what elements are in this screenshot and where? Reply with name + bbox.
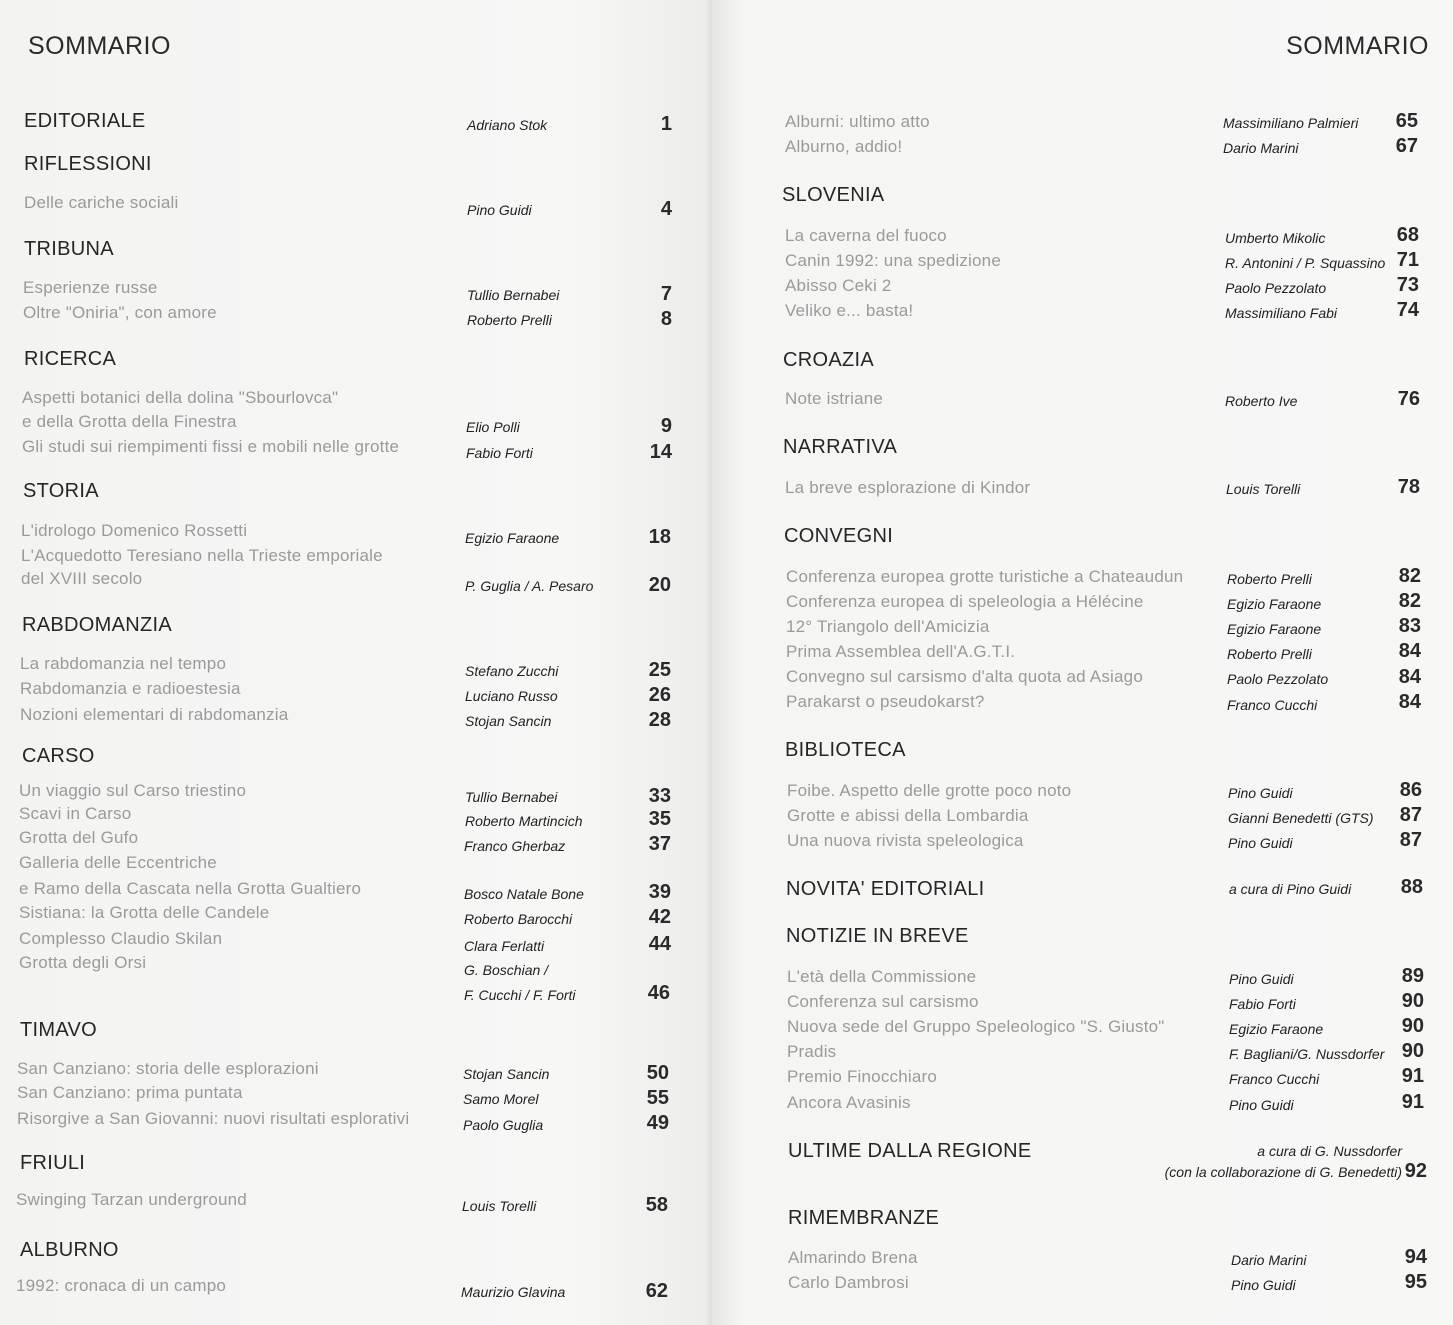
- page-number: 44: [648, 933, 671, 955]
- article-title: San Canziano: prima puntata: [17, 1083, 243, 1102]
- article-title: Almarindo Brena: [788, 1248, 918, 1267]
- author: Pino Guidi: [1231, 1277, 1296, 1293]
- author: Fabio Forti: [466, 445, 533, 461]
- article-title: Risorgive a San Giovanni: nuovi risultati esplorativi: [17, 1109, 410, 1128]
- author: Pino Guidi: [1228, 835, 1293, 851]
- article-title: Veliko e... basta!: [785, 301, 914, 320]
- author: a cura di G. Nussdorfer: [1257, 1143, 1402, 1159]
- author: Egizio Faraone: [1227, 596, 1322, 612]
- author: Louis Torelli: [462, 1198, 537, 1214]
- article-title: San Canziano: storia delle esplorazioni: [17, 1059, 319, 1078]
- article-title: Convegno sul carsismo d'alta quota ad Asiago: [786, 667, 1143, 686]
- article-title: Canin 1992: una spedizione: [785, 251, 1001, 270]
- article-title: Foibe. Aspetto delle grotte poco noto: [787, 781, 1072, 800]
- author: Bosco Natale Bone: [464, 886, 584, 902]
- author: F. Bagliani/G. Nussdorfer: [1229, 1046, 1385, 1062]
- author: Pino Guidi: [1229, 1097, 1294, 1113]
- section-heading-notizie-in-breve: NOTIZIE IN BREVE: [786, 925, 969, 947]
- author: Roberto Barocchi: [464, 911, 573, 927]
- article-title-continued: e Ramo della Cascata nella Grotta Gualtiero: [19, 879, 362, 898]
- page-number: 9: [660, 415, 672, 437]
- page-number: 26: [648, 684, 671, 706]
- author: Maurizio Glavina: [461, 1284, 566, 1300]
- section-heading-riflessioni: RIFLESSIONI: [24, 153, 152, 175]
- author: Stefano Zucchi: [465, 663, 559, 679]
- author: R. Antonini / P. Squassino: [1225, 255, 1386, 271]
- article-title: Galleria delle Eccentriche: [19, 853, 217, 872]
- author: Dario Marini: [1223, 140, 1299, 156]
- page-number: 20: [648, 574, 671, 596]
- page-number: 8: [660, 308, 672, 330]
- page-number: 1: [660, 113, 672, 135]
- page-number: 28: [648, 709, 671, 731]
- article-title: 12° Triangolo dell'Amicizia: [786, 617, 990, 636]
- page-number: 74: [1396, 299, 1419, 321]
- page-number: 88: [1400, 876, 1423, 898]
- section-heading-ricerca: RICERCA: [24, 348, 117, 370]
- section-heading-rabdomanzia: RABDOMANZIA: [22, 614, 172, 636]
- article-title: Premio Finocchiaro: [787, 1067, 938, 1086]
- page-number: 91: [1401, 1091, 1424, 1113]
- article-title: Rabdomanzia e radioestesia: [20, 679, 241, 698]
- author-note: (con la collaborazione di G. Benedetti): [1164, 1164, 1402, 1180]
- article-title: L'idrologo Domenico Rossetti: [21, 521, 248, 540]
- section-heading-alburno: ALBURNO: [20, 1239, 119, 1261]
- author: Paolo Pezzolato: [1227, 671, 1329, 687]
- page-number: 62: [645, 1280, 668, 1302]
- author: Samo Morel: [463, 1091, 539, 1107]
- page-number: 84: [1398, 691, 1421, 713]
- page-number: 18: [648, 526, 671, 548]
- article-title: Conferenza sul carsismo: [787, 992, 979, 1011]
- author: Pino Guidi: [1228, 785, 1293, 801]
- article-title: Aspetti botanici della dolina "Sbourlovca": [22, 388, 339, 407]
- page-number: 87: [1399, 804, 1422, 826]
- page-number: 39: [648, 881, 671, 903]
- page-number: 95: [1404, 1271, 1427, 1293]
- author: Egizio Faraone: [1229, 1021, 1324, 1037]
- author: Elio Polli: [466, 419, 520, 435]
- right-page: [712, 0, 1453, 1325]
- section-heading-carso: CARSO: [22, 745, 95, 767]
- article-title: Prima Assemblea dell'A.G.T.I.: [786, 642, 1016, 661]
- author: Massimiliano Palmieri: [1223, 115, 1359, 131]
- page-number: 91: [1401, 1065, 1424, 1087]
- section-heading-editoriale: EDITORIALE: [24, 110, 146, 132]
- author: Dario Marini: [1231, 1252, 1307, 1268]
- author: Pino Guidi: [467, 202, 532, 218]
- author: Massimiliano Fabi: [1225, 305, 1338, 321]
- page-title: SOMMARIO: [1286, 32, 1429, 60]
- article-title: Carlo Dambrosi: [788, 1273, 909, 1292]
- author: Stojan Sancin: [463, 1066, 550, 1082]
- author: Roberto Prelli: [467, 312, 552, 328]
- page-number: 94: [1404, 1246, 1427, 1268]
- article-title: Alburni: ultimo atto: [785, 112, 930, 131]
- left-page: [0, 0, 712, 1325]
- page-number: 65: [1395, 110, 1418, 132]
- page-number: 82: [1398, 590, 1421, 612]
- article-title: Gli studi sui riempimenti fissi e mobili nelle grotte: [22, 437, 400, 456]
- article-title: Un viaggio sul Carso triestino: [19, 781, 247, 800]
- page-number: 90: [1401, 1040, 1424, 1062]
- section-heading-croazia: CROAZIA: [783, 349, 874, 371]
- article-title: Conferenza europea grotte turistiche a Chateaudun: [786, 567, 1184, 586]
- page-number: 33: [648, 785, 671, 807]
- article-title: Swinging Tarzan underground: [16, 1190, 247, 1209]
- page-number: 46: [647, 982, 670, 1004]
- author: Tullio Bernabei: [465, 789, 558, 805]
- page-number: 73: [1396, 274, 1419, 296]
- author: Stojan Sancin: [465, 713, 552, 729]
- page-number: 87: [1399, 829, 1422, 851]
- page-number: 37: [648, 833, 671, 855]
- author: Luciano Russo: [465, 688, 558, 704]
- page-number: 89: [1401, 965, 1424, 987]
- section-heading-slovenia: SLOVENIA: [782, 184, 885, 206]
- page-number: 14: [649, 441, 672, 463]
- section-heading-convegni: CONVEGNI: [784, 525, 894, 547]
- author: Franco Cucchi: [1229, 1071, 1320, 1087]
- author: Pino Guidi: [1229, 971, 1294, 987]
- section-heading-rimembranze: RIMEMBRANZE: [788, 1207, 940, 1229]
- article-title: Parakarst o pseudokarst?: [786, 692, 985, 711]
- author: Egizio Faraone: [465, 530, 560, 546]
- article-title: Abisso Ceki 2: [785, 276, 892, 295]
- author: Louis Torelli: [1226, 481, 1301, 497]
- article-title: La caverna del fuoco: [785, 226, 947, 245]
- page-title: SOMMARIO: [28, 32, 171, 60]
- article-title: Delle cariche sociali: [24, 193, 179, 212]
- page-number: 25: [648, 659, 671, 681]
- author: P. Guglia / A. Pesaro: [465, 578, 594, 594]
- section-heading-friuli: FRIULI: [20, 1152, 86, 1174]
- section-heading-storia: STORIA: [23, 480, 99, 502]
- section-heading-timavo: TIMAVO: [20, 1019, 97, 1041]
- author: a cura di Pino Guidi: [1229, 881, 1352, 897]
- article-title: Oltre "Oniria", con amore: [23, 303, 217, 322]
- page-number: 68: [1396, 224, 1419, 246]
- page-number: 4: [660, 198, 672, 220]
- article-title: Ancora Avasinis: [787, 1093, 911, 1112]
- section-heading-ultime-dalla-regione: ULTIME DALLA REGIONE: [788, 1140, 1032, 1162]
- page-number: 84: [1398, 640, 1421, 662]
- author: Roberto Ive: [1225, 393, 1298, 409]
- page-number: 67: [1395, 135, 1418, 157]
- author: Paolo Pezzolato: [1225, 280, 1327, 296]
- article-title: Una nuova rivista speleologica: [787, 831, 1024, 850]
- section-heading-novita-editoriali: NOVITA' EDITORIALI: [786, 878, 985, 900]
- author: Gianni Benedetti (GTS): [1228, 810, 1374, 826]
- article-title: Nozioni elementari di rabdomanzia: [20, 705, 289, 724]
- article-title: Sistiana: la Grotta delle Candele: [19, 903, 270, 922]
- page-number: 78: [1397, 476, 1420, 498]
- article-title: Nuova sede del Gruppo Speleologico "S. Giusto": [787, 1017, 1165, 1036]
- page-number: 58: [645, 1194, 668, 1216]
- page-number: 7: [660, 283, 672, 305]
- author: Egizio Faraone: [1227, 621, 1322, 637]
- page-number: 50: [646, 1062, 669, 1084]
- section-heading-narrativa: NARRATIVA: [783, 436, 898, 458]
- article-title: Scavi in Carso: [19, 804, 132, 823]
- page-number: 76: [1397, 388, 1420, 410]
- article-title: L'età della Commissione: [787, 967, 977, 986]
- author: Paolo Guglia: [463, 1117, 544, 1133]
- author: F. Cucchi / F. Forti: [464, 987, 576, 1003]
- article-title: Pradis: [787, 1042, 837, 1061]
- article-title: L'Acquedotto Teresiano nella Trieste emporiale: [21, 546, 383, 565]
- article-title: Conferenza europea di speleologia a Hélécine: [786, 592, 1144, 611]
- section-heading-tribuna: TRIBUNA: [24, 238, 114, 260]
- author: Umberto Mikolic: [1225, 230, 1326, 246]
- page-number: 90: [1401, 1015, 1424, 1037]
- author: Tullio Bernabei: [467, 287, 560, 303]
- article-title: Note istriane: [785, 389, 884, 408]
- author: Franco Gherbaz: [464, 838, 566, 854]
- page-number: 55: [646, 1087, 669, 1109]
- page-number: 84: [1398, 666, 1421, 688]
- author: Adriano Stok: [467, 117, 548, 133]
- author: G. Boschian /: [464, 962, 549, 978]
- page-number: 92: [1404, 1160, 1427, 1182]
- page-number: 86: [1399, 779, 1422, 801]
- article-title: La rabdomanzia nel tempo: [20, 654, 227, 673]
- author: Roberto Prelli: [1227, 571, 1312, 587]
- article-title: Grotta degli Orsi: [19, 953, 147, 972]
- page-number: 49: [646, 1112, 669, 1134]
- section-heading-biblioteca: BIBLIOTECA: [785, 739, 906, 761]
- page-number: 82: [1398, 565, 1421, 587]
- article-title: Esperienze russe: [23, 278, 158, 297]
- page-number: 35: [648, 808, 671, 830]
- article-title: Alburno, addio!: [785, 137, 903, 156]
- page-number: 83: [1398, 615, 1421, 637]
- author: Franco Cucchi: [1227, 697, 1318, 713]
- article-title-continued: del XVIII secolo: [21, 569, 143, 588]
- page-number: 71: [1396, 249, 1419, 271]
- article-title: 1992: cronaca di un campo: [16, 1276, 227, 1295]
- author: Roberto Prelli: [1227, 646, 1312, 662]
- author: Roberto Martincich: [465, 813, 583, 829]
- article-title: Grotte e abissi della Lombardia: [787, 806, 1029, 825]
- article-title: La breve esplorazione di Kindor: [785, 478, 1031, 497]
- author: Fabio Forti: [1229, 996, 1296, 1012]
- page-number: 42: [648, 906, 671, 928]
- article-title: Complesso Claudio Skilan: [19, 929, 223, 948]
- article-title: Grotta del Gufo: [19, 828, 139, 847]
- page-number: 90: [1401, 990, 1424, 1012]
- article-title-continued: e della Grotta della Finestra: [22, 412, 237, 431]
- author: Clara Ferlatti: [464, 938, 545, 954]
